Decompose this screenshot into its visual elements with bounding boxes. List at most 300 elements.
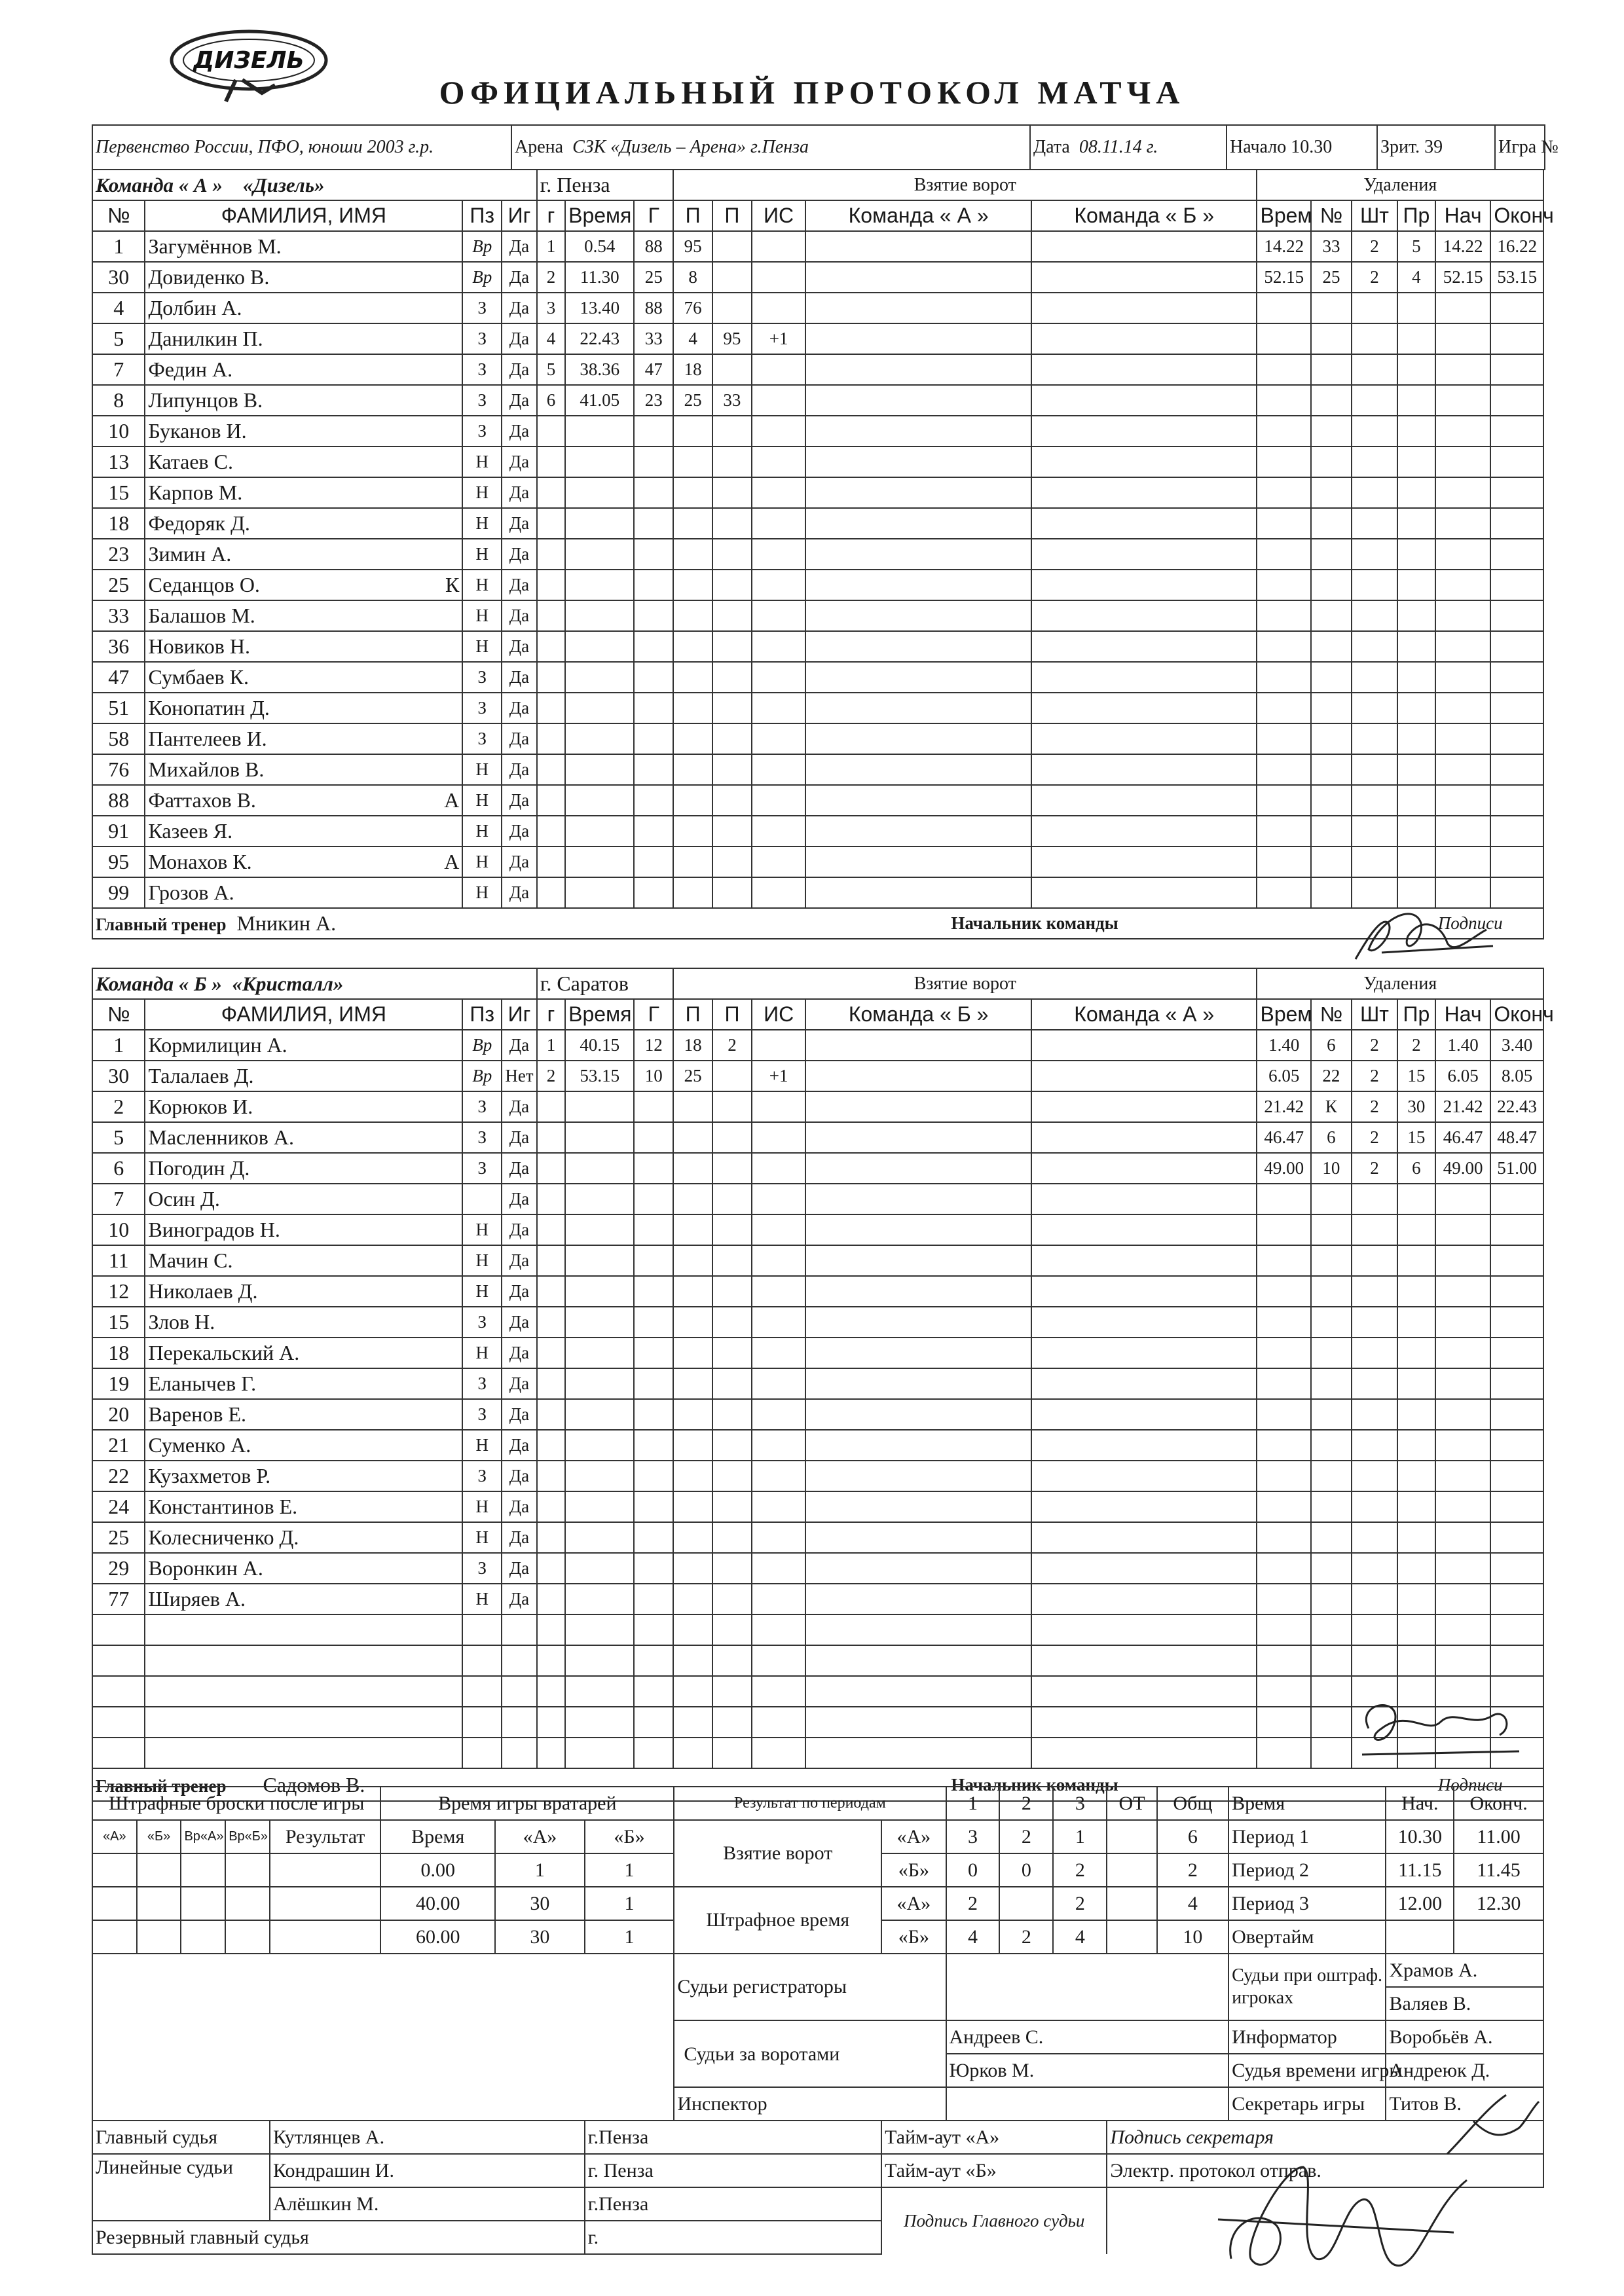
goal-time [565,1738,634,1768]
goal-situation [752,1491,806,1522]
team-b-row [92,1614,1543,1645]
goal-time [565,1338,634,1368]
goal-situation [752,1522,806,1553]
penalty-reason [1397,1645,1435,1676]
penalty-time [1257,1338,1311,1368]
penalty-time: 49.00 [1257,1153,1311,1184]
player-played: Да [502,1368,537,1399]
goal-opp-team-line [1031,385,1257,416]
goal-assist-1: 18 [673,1030,712,1061]
goal-situation [752,385,806,416]
penalty-end [1490,1245,1543,1276]
player-name: Николаев Д. [145,1276,462,1307]
penalty-minutes [1352,1491,1397,1522]
player-played: Да [502,816,537,847]
goal-assist-2 [712,1276,752,1307]
player-played: Да [502,662,537,693]
period-3-head: 3 [1053,1787,1107,1820]
goal-opp-team-line [1031,1338,1257,1368]
penalty-start [1435,1245,1491,1276]
team-b-row [92,1645,1543,1676]
team-b-row [92,1368,1543,1399]
goal-assist-2 [712,600,752,631]
penalty-time [1257,723,1311,754]
goal-assist-1 [673,1676,712,1707]
goal-situation [752,693,806,723]
goal-situation [752,754,806,785]
penalty-reason [1397,508,1435,539]
goal-number: 1 [537,231,565,262]
penalty-end [1490,785,1543,816]
goals-a-p1: 3 [946,1820,1000,1853]
goal-assist-2 [712,1491,752,1522]
goal-number: 2 [537,1061,565,1091]
penalty-time [1257,1614,1311,1645]
penalty-start [1435,1645,1491,1676]
goal-assist-1 [673,1276,712,1307]
goal-opp-team-line [1031,1399,1257,1430]
team-a-row [92,723,1543,754]
team-a-row [92,847,1543,877]
goal-situation [752,1553,806,1584]
penalty-minutes [1352,1614,1397,1645]
goal-assist-1: 76 [673,293,712,323]
team-b-row [92,1091,1543,1122]
goal-own-team-line [805,847,1031,877]
goal-situation [752,847,806,877]
penalty-reason [1397,354,1435,385]
goal-assist-2 [712,816,752,847]
penalty-player [1311,416,1352,446]
goal-situation [752,416,806,446]
penalty-time [1257,1676,1311,1707]
captain-mark: А [444,788,460,812]
penalty-player [1311,1491,1352,1522]
penalty-end [1490,385,1543,416]
penalty-minutes [1352,1276,1397,1307]
player-played: Да [502,446,537,477]
goal-opp-team-line [1031,1522,1257,1553]
goal-scorer: 88 [634,293,673,323]
player-position [462,1676,502,1707]
goal-time [565,693,634,723]
goal-own-team-line [805,1614,1031,1645]
col-ig: Иг [502,999,537,1030]
goal-situation [752,877,806,908]
penalty-minutes [1352,662,1397,693]
penalty-end [1490,1553,1543,1584]
penalty-end [1490,446,1543,477]
player-played: Да [502,1584,537,1614]
penalty-reason [1397,1184,1435,1214]
penalty-minutes [1352,600,1397,631]
goal-opp-team-line [1031,1184,1257,1214]
goal-number [537,446,565,477]
linesmen-label: Линейные судьи [92,2154,270,2221]
col-pen-time: Врем [1257,999,1311,1030]
player-position: Н [462,1214,502,1245]
goal-time [565,1276,634,1307]
pen-b-p2: 2 [999,1920,1053,1954]
penalty-reason [1397,723,1435,754]
goal-opp-team-line [1031,600,1257,631]
team-a-title: Команда « А » «Дизель» [92,170,537,200]
player-number: 21 [92,1430,145,1461]
player-played: Да [502,416,537,446]
goal-scorer [634,1338,673,1368]
player-played: Да [502,600,537,631]
goal-time: 38.36 [565,354,634,385]
goal-situation: +1 [752,323,806,354]
player-played: Да [502,1030,537,1061]
goal-opp-team-line [1031,1553,1257,1584]
goal-assist-1 [673,723,712,754]
player-position: Н [462,1276,502,1307]
goal-time [565,1184,634,1214]
team-b-row [92,1430,1543,1461]
penalty-player [1311,446,1352,477]
goal-assist-2 [712,693,752,723]
goal-time [565,1091,634,1122]
penalty-end [1490,354,1543,385]
goal-own-team-line [805,416,1031,446]
penalty-reason [1397,631,1435,662]
col-ig: Иг [502,200,537,231]
player-played: Да [502,262,537,293]
goal-scorer [634,662,673,693]
period-1-label: Период 1 [1228,1820,1386,1853]
penalty-time: 1.40 [1257,1030,1311,1061]
penalty-reason [1397,816,1435,847]
penalty-end: 16.22 [1490,231,1543,262]
player-played: Да [502,1399,537,1430]
player-number: 95 [92,847,145,877]
goal-opp-team-line [1031,754,1257,785]
goal-assist-1 [673,662,712,693]
goal-own-team-line [805,508,1031,539]
player-name: Корюков И. [145,1091,462,1122]
goal-assist-1 [673,785,712,816]
team-a-row [92,754,1543,785]
player-played [502,1707,537,1738]
goal-assist-1 [673,693,712,723]
goal-time: 13.40 [565,293,634,323]
goal-assist-2 [712,631,752,662]
goal-assist-1 [673,1091,712,1122]
goal-opp-team-line [1031,662,1257,693]
penalty-start [1435,723,1491,754]
goal-situation [752,1676,806,1707]
goal-assist-2 [712,1553,752,1584]
penalty-reason: 6 [1397,1153,1435,1184]
penalty-minutes [1352,847,1397,877]
goal-own-team-line [805,1707,1031,1738]
team-b-row [92,1307,1543,1338]
penalty-start [1435,416,1491,446]
pen-a-p3: 2 [1053,1887,1107,1920]
pen-label: Штрафное время [674,1887,881,1954]
penalty-end [1490,323,1543,354]
penalty-minutes [1352,631,1397,662]
goal-situation [752,570,806,600]
goal-situation [752,1276,806,1307]
penalty-minutes [1352,754,1397,785]
penalty-minutes [1352,1368,1397,1399]
goal-situation [752,1645,806,1676]
goal-time [565,1430,634,1461]
penalty-start: 52.15 [1435,262,1491,293]
arena: Арена СЗК «Дизель – Арена» г.Пенза [511,125,1030,170]
player-played: Да [502,1184,537,1214]
goal-assist-2 [712,570,752,600]
pen-b-p3: 4 [1053,1920,1107,1954]
period-2-end: 11.45 [1454,1853,1543,1887]
goal-opp-team-line [1031,262,1257,293]
player-played: Да [502,1553,537,1584]
goal-assist-2 [712,416,752,446]
goals-a-ot [1107,1820,1156,1853]
goal-scorer [634,1307,673,1338]
penalty-time [1257,416,1311,446]
goal-assist-1 [673,1522,712,1553]
penalty-start [1435,323,1491,354]
goal-opp-team-line [1031,1276,1257,1307]
goal-time [565,477,634,508]
goal-number [537,508,565,539]
team-b-row [92,1122,1543,1153]
timeout-b: Тайм-аут «Б» [881,2154,1107,2187]
team-a-row [92,877,1543,908]
goal-opp-team-line [1031,1707,1257,1738]
goal-scorer [634,1245,673,1276]
penalty-end: 48.47 [1490,1122,1543,1153]
penalty-minutes: 2 [1352,262,1397,293]
player-name: Долбин А. [145,293,462,323]
player-name: Карпов М. [145,477,462,508]
team-a-manager: Начальник команды [634,908,1435,939]
goal-time: 40.15 [565,1030,634,1061]
goal-opp-team-line [1031,877,1257,908]
informer: Воробьёв А. [1386,2020,1543,2054]
penalty-reason [1397,1491,1435,1522]
goal-opp-team-line [1031,1061,1257,1091]
period-3-label: Период 3 [1228,1887,1386,1920]
goal-scorer [634,539,673,570]
penalty-start [1435,1307,1491,1338]
goal-assist-2 [712,1522,752,1553]
penalty-time [1257,600,1311,631]
penalty-time: 14.22 [1257,231,1311,262]
e-protocol-label: Электр. протокол отправ. [1107,2154,1543,2187]
penalty-reason [1397,416,1435,446]
player-played: Да [502,1214,537,1245]
gk-row-2-time: 40.00 [380,1887,495,1920]
captain-mark: К [445,573,460,596]
goal-assist-1 [673,1399,712,1430]
team-a-row [92,323,1543,354]
goal-assist-1 [673,1153,712,1184]
player-number: 7 [92,1184,145,1214]
so-a: «А» [92,1820,137,1853]
team-a-table [92,169,1554,939]
team-b-row [92,1338,1543,1368]
goal-own-team-line [805,1276,1031,1307]
player-name: Федоряк Д. [145,508,462,539]
goal-situation [752,1307,806,1338]
player-number: 6 [92,1153,145,1184]
goal-scorer [634,477,673,508]
goal-situation [752,1738,806,1768]
game-info-table [92,124,1559,170]
penalty-minutes [1352,1461,1397,1491]
player-number: 47 [92,662,145,693]
team-a-row [92,416,1543,446]
penalty-start [1435,1276,1491,1307]
penalty-time: 21.42 [1257,1091,1311,1122]
penalty-end: 51.00 [1490,1153,1543,1184]
goal-assist-1 [673,1553,712,1584]
player-number: 1 [92,1030,145,1061]
team-a-signature [1342,897,1500,969]
secretary: Титов В. [1386,2087,1543,2121]
goal-time [565,816,634,847]
penalty-end [1490,293,1543,323]
goals-team-b: «Б» [881,1853,946,1887]
period-2-label: Период 2 [1228,1853,1386,1887]
team-b-table [92,968,1554,1802]
penalty-reason [1397,477,1435,508]
goal-situation [752,1091,806,1122]
goal-assist-2 [712,1399,752,1430]
player-position: Н [462,785,502,816]
penalty-time: 52.15 [1257,262,1311,293]
goal-time [565,1245,634,1276]
goal-scorer [634,816,673,847]
goal-number [537,1738,565,1768]
goal-situation [752,1122,806,1153]
penalty-end [1490,754,1543,785]
player-name [145,1645,462,1676]
goal-time [565,508,634,539]
penalty-start [1435,539,1491,570]
goal-scorer: 33 [634,323,673,354]
player-number: 7 [92,354,145,385]
goal-own-team-line [805,1184,1031,1214]
goal-time [565,1491,634,1522]
player-position: Н [462,816,502,847]
referee-city: г.Пенза [585,2121,881,2154]
penalty-player: 6 [1311,1122,1352,1153]
penalty-reason [1397,1461,1435,1491]
penalty-end [1490,1430,1543,1461]
penalty-player [1311,354,1352,385]
goals-b-ot [1107,1853,1156,1887]
col-pz: Пз [462,200,502,231]
goal-opp-team-line [1031,1461,1257,1491]
penalty-player [1311,1184,1352,1214]
goal-time [565,1553,634,1584]
penalty-reason [1397,1614,1435,1645]
player-position: Н [462,1491,502,1522]
penalty-reason [1397,385,1435,416]
player-position: Н [462,600,502,631]
penalty-player [1311,1245,1352,1276]
goal-assist-2: 95 [712,323,752,354]
penalty-time [1257,785,1311,816]
penalty-minutes [1352,1214,1397,1245]
col-name: ФАМИЛИЯ, ИМЯ [145,999,462,1030]
goal-scorer [634,1491,673,1522]
penalty-minutes [1352,385,1397,416]
goal-number [537,785,565,816]
goals-b-p3: 2 [1053,1853,1107,1887]
penalty-minutes [1352,323,1397,354]
goal-assist-1 [673,1430,712,1461]
gk-row-1-a: 1 [495,1853,585,1887]
goal-situation [752,446,806,477]
player-played: Да [502,1091,537,1122]
goal-opp-team-line [1031,446,1257,477]
goal-number [537,1307,565,1338]
penalty-player [1311,1430,1352,1461]
penalty-minutes [1352,1430,1397,1461]
team-b-manager: Начальник команды [634,1768,1435,1801]
goal-own-team-line [805,1307,1031,1338]
penalty-minutes: 2 [1352,1061,1397,1091]
penalty-player: 22 [1311,1061,1352,1091]
goal-time [565,662,634,693]
player-position: Вр [462,1030,502,1061]
goal-number [537,1522,565,1553]
goal-number: 4 [537,323,565,354]
player-name: Суменко А. [145,1430,462,1461]
player-number: 58 [92,723,145,754]
goal-own-team-line [805,816,1031,847]
goal-opp-team-line [1031,570,1257,600]
goal-number [537,816,565,847]
goal-number [537,1461,565,1491]
col-pen-time: Врем [1257,200,1311,231]
player-name: Варенов Е. [145,1399,462,1430]
linesman-2: Алёшкин М. [270,2187,585,2221]
player-number: 29 [92,1553,145,1584]
goal-situation [752,293,806,323]
goal-situation [752,1584,806,1614]
player-position: Н [462,1338,502,1368]
goal-time [565,570,634,600]
player-position: Н [462,847,502,877]
penalty-end: 8.05 [1490,1061,1543,1091]
player-played: Да [502,693,537,723]
goal-assist-1 [673,1614,712,1645]
penalty-end [1490,1614,1543,1645]
player-position: З [462,693,502,723]
player-position: З [462,323,502,354]
penalty-end [1490,1399,1543,1430]
penalty-end [1490,723,1543,754]
goal-opp-team-line [1031,631,1257,662]
period-3-start: 12.00 [1386,1887,1454,1920]
penalty-minutes [1352,539,1397,570]
penalty-end [1490,1491,1543,1522]
goal-assist-2 [712,662,752,693]
penalty-reason [1397,1338,1435,1368]
goal-situation [752,1461,806,1491]
goal-judges-label: Судьи за воротами [674,2020,946,2087]
player-position: Н [462,477,502,508]
player-name: Довиденко В. [145,262,462,293]
team-b-signatures: Подписи [1435,1768,1543,1801]
